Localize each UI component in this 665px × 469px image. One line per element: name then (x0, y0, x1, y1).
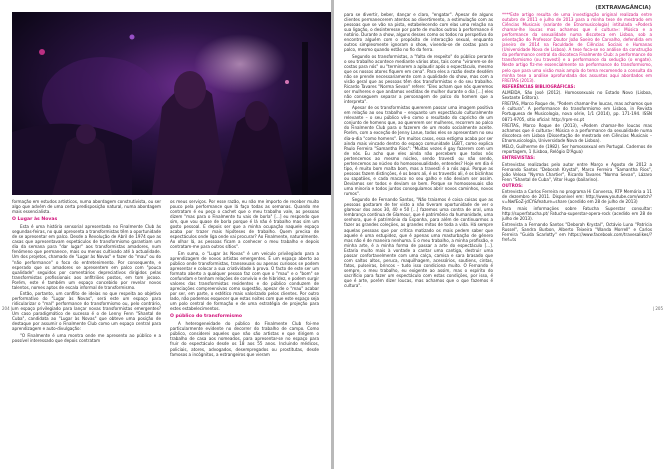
reference-item: FREITAS, Marco Roque de, "Podem chamar-lhe loucas, mas achamos que é cultura". A performance do transformismo em Lisboa, in Revista Portuguesa de Musicologia, nova série, 1/1 (2014), pp. 171-194. ISSN 0871-9705, sítio oficial: http://rpm-ns.pt (502, 101, 652, 122)
club-stage-photo (12, 12, 331, 195)
paragraph: Em suma, o "Lugar às Novas" é um veículo privilegiado para a aprendizagem de novos artistas emergentes. É um espaço aberto ao público onde transformistas, transexuais ou apenas curiosos se podem apresentar e colocar a sua criatividade à prova. O facto de este ser um formato aberto a qualquer pessoa faz com que o "mau" e o "bom" se confundam e tenham relações de convívio e de hibridez, e podem surgir valores das transformistas residentes e do público conduzem de apreciações compreensivas como sugestão, apesar de o "mau" acabar por ser, em parte, o estético mais valorizado pelos clientes. Por outro lado, não podemos esquecer que estas noites com que este espaço seja um polo central de formação e de uma estratégia de projeção para estes estabelecimentos. (170, 250, 319, 312)
paragraph: Então, portanto, um conflito de ideias no que respeita ao objetivo performativo do "Lugar às Novas", será este um espaço para ridicularizar o "mal" performance do transformismo ou, pelo contrário, um espaço privilegiado para lançar novas transformistas emergentes? Um caso paradigmático de sucesso é o de Lenny Fenn "Shantal de Cuba", candidata ao "Lugar às Novas" que obteve uma posição de destaque por assumir o Finalmente Club como um espaço central para aprendizagem e auto-divulgação: (12, 290, 161, 332)
page-number-right: | 205 (652, 306, 663, 311)
right-page (334, 0, 665, 469)
interviews-heading: ENTREVISTAS: (502, 155, 535, 161)
right-column-2 (502, 12, 652, 243)
reference-item: ALMEIDA, São José (2012). Homossexuais no Estado Novo (Lisboa, Sextante Editora). (502, 90, 652, 101)
section-heading: O Lugar às Novas (12, 217, 58, 223)
section-heading: O público do transformismo (170, 314, 243, 320)
paragraph: Segundo os transformistas, a "falta de respeito" do público perante o seu trabalho acontece mediante vários atos, tais como "virarem-se de costas para nós" ou "terminarem a aplaudir após o espectáculo, mesmo que os nossos atores fiquem em cena". Para eles a razão deste desdém não se prende necessariamente com a qualidade do show, mas com a visão geral que as pessoas têm dos transformistas e do seu trabalho. Ricardo Tavares "Norma Sevan" refere: "Eles acham que nós queremos ser mulheres e que andamos vestidas de mulher durante o dia [...] eles não conseguem separar a personagem de palco do homem que a interpreta". (344, 53, 493, 104)
paragraph: Esta é uma história sensorial apresentada no Finalmente Club às segundas-feiras, no qual apresenta a transformistas têm a oportunidade de se apresentar em palco. Desde a Revolução de Abril de 1974 que as casas que apresentavam espetáculos de transformismo garantiam um dia da semana para "dar lugar" aos transformistas amadores, num fenómeno que permanece, mais ou menos cultivado até à actualidade. Um dos projetos, chamado de "Lugar às Novas" e fazer do "mau" ou do "não performance" o foco do entretenimento. Por consequente, e esperado que os amadores se apresentem em palco com "pouca qualidade" seguidos por comentários depreciativos dirigidos pelas transformistas profissionais aos anfitriões postos, em tom jocoso. Porém, este é também um espaço concebido por revelar novos talentos, nomes aptos de escala informal de transformismo. (12, 224, 161, 290)
left-column-1 (12, 199, 161, 344)
paragraph: Apesar de os transformistas quererem passar uma imagem positiva em relação ao seu trabalho – enquanto um espectáculo culturalmente relevante – o seu público vê-o como o resultado do capricho de um conjunto de homens que, ao quererem ser mulheres, recorrem ao palco do Finalmente Club para o fazerem de um modo socialmente aceite. Porém, com a exceção de Jenny Larue, todos eles se apresentam no seu dia-a-dia "como homens". Em muitos casos, essa estigma acaba por ser ainda mais vincado dentro do espaço comunidade LGBT, como explica Paulo Ferreira "Samantha Rios": "Muitas vezes é gay fazerem com um de nós. Eu acho que eles ainda não percebem que todos nós pertencemos ao mesmo núcleo, sendo travesti ou não sendo, pertencemos ao núcleo do homossexualidade, entendes? Hoje em dia é tipo, é muito bom malta bom, mas a travesti é a nós aqui. Porque as pessoas fazem distinções, é os bears ali, é os travestis ali, é os biclinhas ou sapatões, e cada macaco no seu galho e não deviam ser assim. Devíamos ser todos e deviam se bem. Porque se homossexuais são uma minoria e todos juntos conseguíamos abrir novos caminhos, novos rumos". (344, 105, 493, 197)
other-item: Para mais informações sobre Fatucha Superstar consultar: http://superfatucha.pt/ Fatucha-superstar-opera-rock (acedido em 28 de julho de 2013). (502, 205, 652, 221)
section-tag: (EXTRAVAGÂNCIA) (595, 5, 651, 11)
left-column-2 (170, 199, 319, 358)
paragraph: Segundo de Fernando Santos, "Não traiamos é coisa coisas que as pessoas gostaram de ter visto a não tiveram oportunidade de ver o glamour dos anos 30, 40 e 50 [...] fazemos uma contra de oral, uma lembrança contínua de Glamour, que é patrimônio da humanidade, uma senhora, que é património da Espanha, para além de continuarmos a fazer as grandes coleções, as grandes mitos de toda a vida. Há sempre aquelas pessoas que por crítica matizado os mais pedem saber que aquele é uma estupidez, que é apenas uma masturbação de género mas não é de maneira nenhuma. E o meu trabalho, a minha profissão, e minha arte, é a minha forma de passar a arte do espectáculo [...]. Estaria muito mais à vontade a cantar uma cantiga, destruir uma passar confortavelmente com uma calça, camisa e sara brasado que com saltos altos, peruca, maquilhagem, acessórios, soutiens, cintas, fatos, pulseiras, brincos – tudo isso condiciona muito. O Fernando é sempre, o meu trabalho, eu exigente ao assim, mas o espírito do sacrifício para fazer um espectáculo com estas condições, por isso, é que é arte, porém dizer loucas, mas achamos que o que fazemos é cultura". (344, 197, 493, 289)
references-heading: REFERÊNCIAS BIBLIOGRÁFICAS: (502, 83, 576, 89)
footnote: ****Este artigo resulta de uma investigação original realizada entre outubro de 2011 e julho de 2013 para a minha tese de mestrado em Ciências Musicais (variante de Etnomusicologia) intitulada «Poderá chamar-lhe loucas mas achamos que é cultura»: Música e a performance da sexualidade numa discoteca em Lisboa, sob a orientação do Professor Doutor João Soeiro de Carvalho, defendida em janeiro de 2014 na Faculdade de Ciências Sociais e Humanas (Universidade Nova de Lisboa). A tese foca-se no análise da construção da performance central da discoteca Finalmente Club: a performance do transformismo (ou travesti) e a performance da sedução (o engate). Neste artigo fiz-me essencialmente na performance do transformismo, pelo que para uma visão mais ampla do tema recomendo a consulta da minha tese a análise aprofundada dos assuntos aqui abordados em FREITAS (2013). (502, 12, 652, 83)
other-item: Entrevista a Fernando Santos "Deborah Krystal", Octávio Luna "Patrícia Russel", Sandra Burbon, Alberto Teixeira "Wanda Morrell" e Carlos Ferreira "Guida Scarlotty" em https://www.facebook.com/travesalikes/?fref=ts (502, 221, 652, 243)
right-column-1 (344, 12, 493, 289)
interviews-text: Entrevistas realizadas pelo autor entre Março e Agosto de 2012 a Fernando Santos "Deborah Krystal", Marco Ferreira "Samantha Rios", João Velosa "Nyrma Chartier", Ricardo Tavares "Norma Sevan", Lázaro Fenn "Shantal de Cuba", Vitor Hugo (bailarino). (502, 161, 652, 182)
reference-item: FREITAS, Marco Roque de (2013), «Podem chamar-lhe loucas mas achamos que é cultura»: Música e a performance da sexualidade numa discoteca em Lisboa (Dissertação de mestrado em Ciências Musicais – Etnomusicologia, Universidade Nova de Lisboa). (502, 122, 652, 143)
reference-item: MELO, Guilherme de (1982). Ser homossexual em Portugal. Cadernos de reportagem, 1 (Lisboa, Relógio D'Água) (502, 144, 652, 155)
other-item: Entrevista a Carlos Ferreira no programa Hi Conversa, RTP Memória a 11 de dezembro de 2011. Disponível em: http://www.youtube.com/watch?v=NwfEoZ-jdCY&feature=share (acedido em 28 de julho de 2013) (502, 189, 652, 205)
paragraph: para se divertir, beber, dançar e claro, "engatar". Apesar de alguns clientes permanecerem atentos ao divertimento, a estimulação com as pessoas que se vão na pista, estabelecendo com elas uma relação na sua ligação, o desinteresse por parte de muitos outros à performance é notório. Durante a show, alguns desses como os todos na perspetiva do encontro alguém com o propósito de interacção sexual, enquanto outros simplesmente ignoram o show, vivendo-se de costas para o palco, mesmo quando estão no fio da ferra. (344, 12, 493, 53)
paragraph: formação em estudos artísticos, numa abordagem construtivista, ou ser algo que advém de uma certa predisposição natural, numa abordagem mais essencialista. (12, 199, 161, 215)
others-heading: OUTROS: (502, 183, 523, 188)
left-page (0, 0, 331, 469)
page-number-left: 204 | (2, 306, 13, 311)
quote-paragraph: "O Finalmente é uma montra onde me apresento ao público e a possível interessado que depois contratam (12, 332, 161, 343)
paragraph: A heterogeneidade do público do Finalmente Club foi-me particularmente evidente no decorrer do trabalho de campo. Como público, considerei aqueles que não são artistas e que dirigem o trabalho de casa aos nomeados, para apresentar-se no espaço para fruir do espectáculo desde os 18 aos 55 anos. Incluindo médicos, policiais, atores, advogados, desempregados ou prostitutas, desde famosos a incógnitos, a estrangeiros que vieram (170, 321, 319, 357)
paragraph: os meus serviços. Por esse razão, eu não me importo de receber muito pouco pela performance que lá faço todas as semanas. Quando me contratam é eu peço o cachet que o meu trabalho vale, as pessoas dizem "mas para o Finalmente tu vais de borla" [...] eu respondo que sim, que vou quase de borla porque é lá não é trabalho mas sim um gosto pessoal. E depois ser que a minha ocupação naquele espaço acaba por trazer mais hipóteses de trabalho. Quem precisa de espectáculos onde liga onde vai procurar? Ao Finalmente, naturalmente. Ao olhar lá, as pessoas ficam a conhecer o meu trabalho e depois contratam-me para outros sítios". (170, 199, 319, 250)
